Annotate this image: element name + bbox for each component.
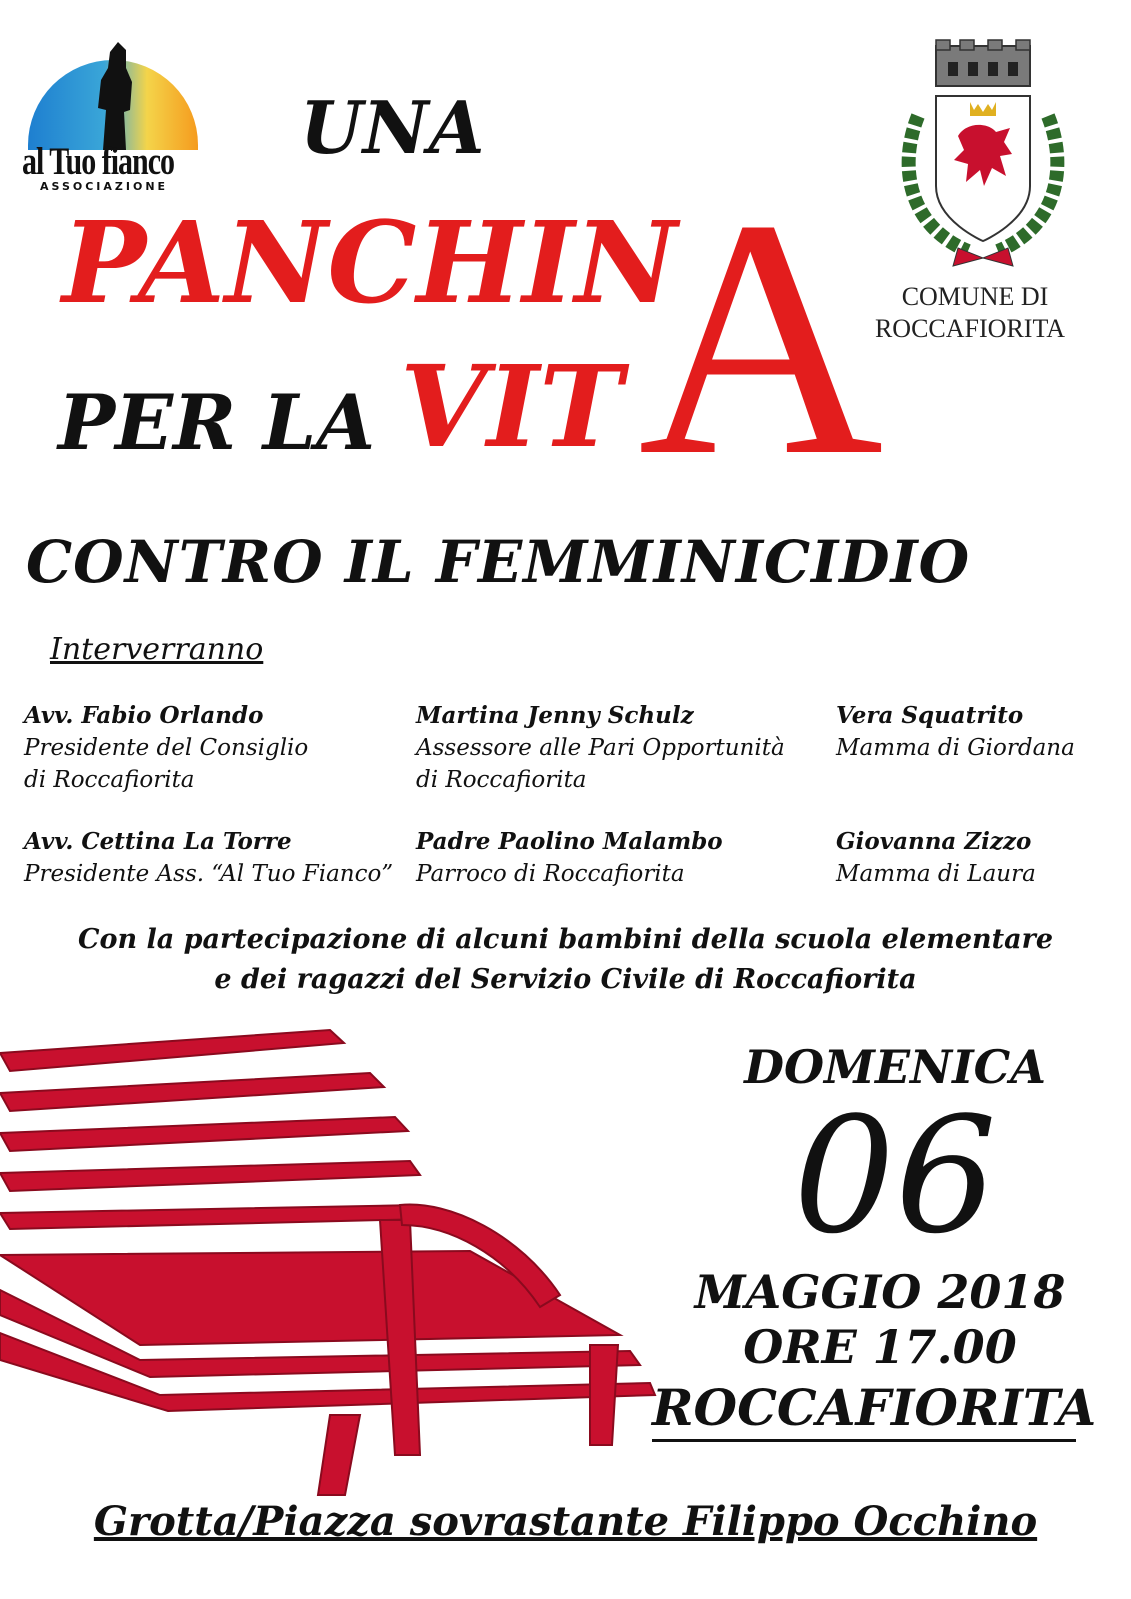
speaker-role: Presidente del Consiglio xyxy=(24,735,309,761)
participation-note xyxy=(0,920,1131,1000)
speaker-role: Presidente Ass. “Al Tuo Fianco” xyxy=(24,861,394,887)
title-panchin: PANCHIN xyxy=(62,198,678,329)
comune-name: ROCCAFIORITA xyxy=(874,314,1066,343)
event-time: ORE 17.00 xyxy=(743,1320,1017,1374)
comune-label: COMUNE DI xyxy=(901,282,1049,311)
speaker-name: Avv. Fabio Orlando xyxy=(24,702,264,729)
title-una: UNA xyxy=(300,85,485,170)
title-vit: VIT xyxy=(400,342,623,473)
event-month-year: MAGGIO 2018 xyxy=(694,1265,1066,1319)
participation-line: e dei ragazzi del Servizio Civile di Roccafiorita xyxy=(214,964,917,995)
speaker-role: Mamma di Giordana xyxy=(836,735,1075,761)
speakers-heading: Interverranno xyxy=(50,632,264,667)
roccafiorita-coat-of-arms-icon xyxy=(888,36,1078,276)
speaker-cettina-la-torre xyxy=(24,826,393,890)
speaker-paolino-malambo xyxy=(416,826,723,890)
title-big-a: A xyxy=(638,149,884,526)
speaker-vera-squatrito xyxy=(836,700,1075,764)
logo-name: al Tuo fianco xyxy=(22,140,175,183)
event-city: ROCCAFIORITA xyxy=(652,1378,1076,1442)
event-day: 06 xyxy=(793,1082,997,1269)
speaker-name: Padre Paolino Malambo xyxy=(416,828,723,855)
participation-line: Con la partecipazione di alcuni bambini della scuola elementare xyxy=(77,924,1054,955)
speaker-role: Assessore alle Pari Opportunità xyxy=(416,735,785,761)
speaker-giovanna-zizzo xyxy=(836,826,1036,890)
speaker-martina-jenny-schulz xyxy=(416,700,785,796)
event-location: Grotta/Piazza sovrastante Filippo Occhino xyxy=(93,1498,1038,1545)
speaker-role: di Roccafiorita xyxy=(416,767,587,793)
speaker-role: Parroco di Roccafiorita xyxy=(416,861,685,887)
speaker-fabio-orlando xyxy=(24,700,308,796)
title-per-la: PER LA xyxy=(58,378,376,467)
event-weekday: DOMENICA xyxy=(744,1040,1046,1094)
speaker-name: Martina Jenny Schulz xyxy=(416,702,694,729)
subtitle: CONTRO IL FEMMINICIDIO xyxy=(26,528,971,596)
speaker-name: Vera Squatrito xyxy=(836,702,1024,729)
speaker-role: Mamma di Laura xyxy=(836,861,1036,887)
logo-subtitle: ASSOCIAZIONE xyxy=(40,180,169,193)
speaker-name: Avv. Cettina La Torre xyxy=(24,828,292,855)
speaker-name: Giovanna Zizzo xyxy=(836,828,1032,855)
speaker-role: di Roccafiorita xyxy=(24,767,195,793)
red-bench-icon xyxy=(0,1015,680,1505)
